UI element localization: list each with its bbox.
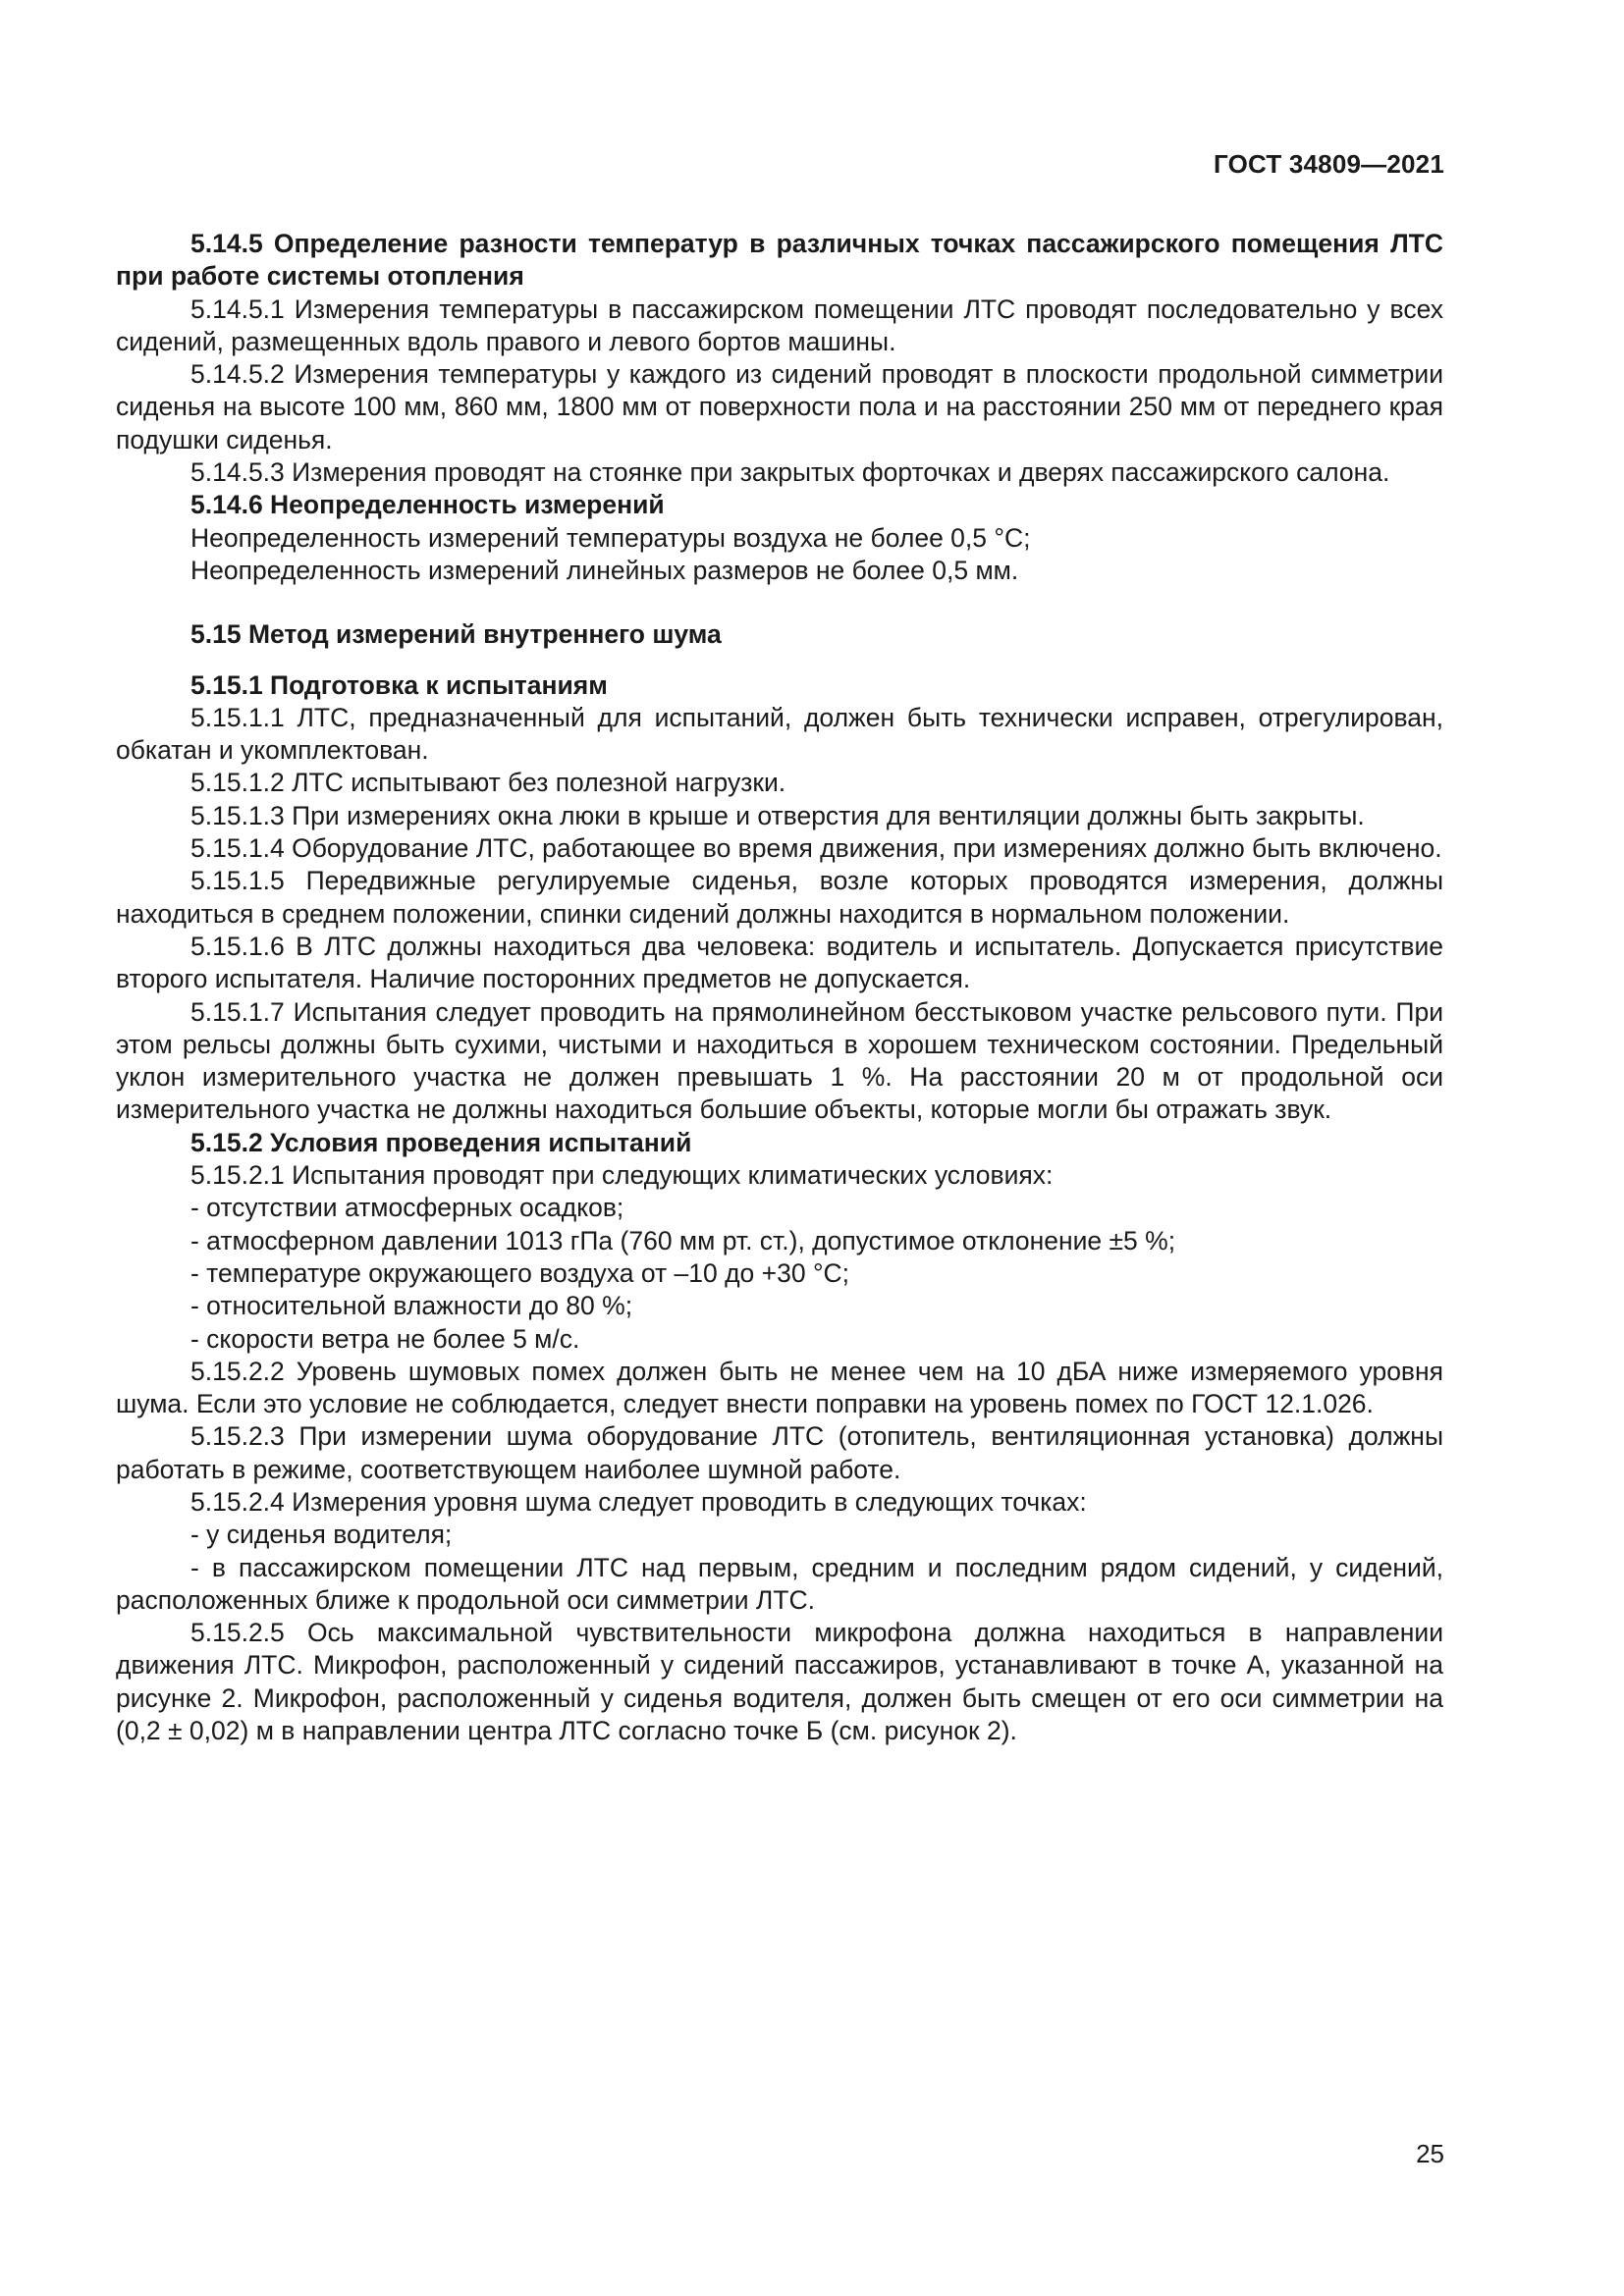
paragraph: 5.15.2.3 При измерении шума оборудование ЛТС (отопитель, вентиляционная установка) должны работать в режиме, соответствующем наиболее шумной работе. bbox=[116, 1421, 1443, 1484]
section-heading: 5.15.2 Условия проведения испытаний bbox=[190, 1127, 692, 1157]
paragraph: - атмосферном давлении 1013 гПа (760 мм рт. ст.), допустимое отклонение ±5 %; bbox=[190, 1225, 1176, 1255]
paragraph: - у сиденья водителя; bbox=[190, 1520, 453, 1550]
paragraph: 5.14.5.1 Измерения температуры в пассажирском помещении ЛТС проводят последовательно у всех сидений, размещенных вдоль правого и левого бортов машины. bbox=[116, 294, 1443, 356]
paragraph: - в пассажирском помещении ЛТС над первым, средним и последним рядом сидений, у сидений, расположенных ближе к продольной оси симметрии ЛТС. bbox=[116, 1552, 1443, 1615]
paragraph: - температуре окружающего воздуха от –10 до +30 °С; bbox=[190, 1257, 850, 1288]
paragraph: 5.15.1.6 В ЛТС должны находиться два человека: водитель и испытатель. Допускается присутствие второго испытателя. Наличие посторонних предметов не допускается. bbox=[116, 931, 1443, 994]
paragraph: - отсутствии атмосферных осадков; bbox=[190, 1193, 624, 1223]
paragraph: Неопределенность измерений линейных размеров не более 0,5 мм. bbox=[190, 555, 1019, 585]
section-heading: 5.15 Метод измерений внутреннего шума bbox=[190, 619, 722, 650]
paragraph: 5.15.1.1 ЛТС, предназначенный для испытаний, должен быть технически исправен, отрегулирован, обкатан и укомплектован. bbox=[116, 702, 1443, 766]
section-heading: 5.14.6 Неопределенность измерений bbox=[190, 490, 665, 520]
section-heading: 5.14.5 Определение разности температур в различных точках пассажирского помещения ЛТС при работе системы отопления bbox=[116, 229, 1443, 292]
paragraph: 5.15.1.5 Передвижные регулируемые сиденья, возле которых проводятся измерения, должны находиться в среднем положении, спинки сидений должны находится в нормальном положении. bbox=[116, 866, 1443, 929]
paragraph: 5.15.1.3 При измерениях окна люки в крыше и отверстия для вентиляции должны быть закрыты. bbox=[190, 800, 1365, 830]
paragraph: 5.15.2.1 Испытания проводят при следующих климатических условиях: bbox=[190, 1160, 1054, 1191]
paragraph: 5.15.2.5 Ось максимальной чувствительности микрофона должна находиться в направлении движения ЛТС. Микрофон, расположенный у сидений пассажиров, устанавливают в точке А, указанной на рисунке 2. Микрофон, расположенный у сиденья водителя, должен быть смещен от его оси симметрии на (0,2 ± 0,02) м в направлении центра ЛТС согласно точке Б (см. рисунок 2). bbox=[116, 1618, 1443, 1746]
document-body bbox=[116, 228, 1443, 1747]
paragraph: 5.14.5.2 Измерения температуры у каждого из сидений проводят в плоскости продольной симметрии сиденья на высоте 100 мм, 860 мм, 1800 мм от поверхности пола и на расстоянии 250 мм от переднего края подушки сиденья. bbox=[116, 359, 1443, 454]
document-code: ГОСТ 34809—2021 bbox=[1214, 149, 1444, 179]
paragraph: 5.15.1.4 Оборудование ЛТС, работающее во время движения, при измерениях должно быть включено. bbox=[190, 833, 1442, 864]
paragraph: - относительной влажности до 80 %; bbox=[190, 1291, 633, 1321]
paragraph: - скорости ветра не более 5 м/с. bbox=[190, 1323, 580, 1354]
paragraph: 5.14.5.3 Измерения проводят на стоянке при закрытых форточках и дверях пассажирского салона. bbox=[190, 457, 1390, 488]
paragraph: 5.15.1.2 ЛТС испытывают без полезной нагрузки. bbox=[190, 768, 786, 798]
page-number: 25 bbox=[1416, 2139, 1444, 2168]
paragraph: Неопределенность измерений температуры воздуха не более 0,5 °C; bbox=[190, 522, 1031, 553]
paragraph: 5.15.2.4 Измерения уровня шума следует проводить в следующих точках: bbox=[190, 1486, 1087, 1517]
paragraph: 5.15.2.2 Уровень шумовых помех должен быть не менее чем на 10 дБА ниже измеряемого уровня шума. Если это условие не соблюдается, следует внести поправки на уровень помех по ГОСТ 12.1.026. bbox=[116, 1356, 1443, 1419]
paragraph: 5.15.1.7 Испытания следует проводить на прямолинейном бесстыковом участке рельсового пути. При этом рельсы должны быть сухими, чистыми и находиться в хорошем техническом состоянии. Предельный уклон измерительного участка не должен превышать 1 %. На расстоянии 20 м от продольной оси измерительного участка не должны находиться большие объекты, которые могли бы отражать звук. bbox=[116, 996, 1443, 1125]
section-heading: 5.15.1 Подготовка к испытаниям bbox=[190, 669, 608, 700]
